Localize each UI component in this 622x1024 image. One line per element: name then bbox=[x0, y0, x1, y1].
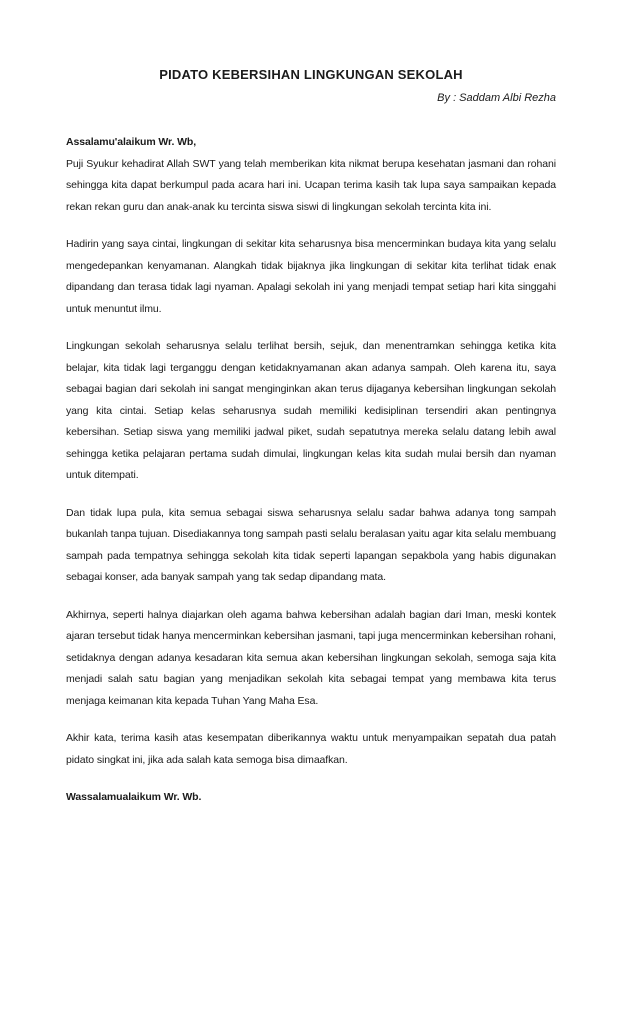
document-body bbox=[66, 132, 556, 809]
document-title: PIDATO KEBERSIHAN LINGKUNGAN SEKOLAH bbox=[159, 67, 463, 82]
opening-salutation: Assalamu'alaikum Wr. Wb, bbox=[66, 136, 197, 148]
closing-salutation: Wassalamualaikum Wr. Wb. bbox=[66, 791, 202, 803]
paragraph-4: Dan tidak lupa pula, kita semua sebagai siswa seharusnya selalu sadar bahwa adanya tong sampah bukanlah tanpa tujuan. Disediakannya tong sampah pasti selalu beralasan yaitu agar kita selalu membuang sampah pada tempatnya sehingga sekolah kita tidak seperti lapangan sepakbola yang habis digunakan sebagai konser, ada banyak sampah yang tak sedap dipandang mata. bbox=[66, 506, 556, 583]
paragraph-6: Akhir kata, terima kasih atas kesempatan diberikannya waktu untuk menyampaikan sepatah dua patah pidato singkat ini, jika ada salah kata semoga bisa dimaafkan. bbox=[66, 732, 556, 766]
paragraph-3: Lingkungan sekolah seharusnya selalu terlihat bersih, sejuk, dan menentramkan sehingga ketika kita belajar, kita tidak lagi terganggu dengan ketidaknyamanan akan adanya sampah. Oleh karena itu, saya sebagai bagian dari sekolah ini sangat menginginkan akan terus dijaganya kebersihan lingkungan sekolah yang kita cintai. Setiap kelas seharusnya sudah memiliki kedisiplinan tersendiri akan pentingnya kebersihan. Setiap siswa yang memiliki jadwal piket, sudah sepatutnya mereka selalu datang lebih awal sehingga ketika pelajaran pertama sudah dimulai, lingkungan kelas kita sudah mulai bersih dan nyaman untuk ditempati. bbox=[66, 340, 556, 481]
paragraph-1: Puji Syukur kehadirat Allah SWT yang telah memberikan kita nikmat berupa kesehatan jasmani dan rohani sehingga kita dapat berkumpul pada acara hari ini. Ucapan terima kasih tak lupa saya sampaikan kepada rekan rekan guru dan anak-anak ku tercinta siswa siswi di lingkungan sekolah tercinta kita ini. bbox=[66, 157, 556, 213]
paragraph-2: Hadirin yang saya cintai, lingkungan di sekitar kita seharusnya bisa mencerminkan budaya kita yang selalu mengedepankan kenyamanan. Alangkah tidak bijaknya jika lingkungan di sekitar kita terlihat tidak enak dipandang dan terasa tidak lagi nyaman. Apalagi sekolah ini yang menjadi tempat setiap hari kita singgahi untuk menuntut ilmu. bbox=[66, 238, 556, 315]
paragraph-5: Akhirnya, seperti halnya diajarkan oleh agama bahwa kebersihan adalah bagian dari Iman, meski kontek ajaran tersebut tidak hanya mencerminkan kebersihan jasmani, tapi juga mencerminkan kebersihan rohani, setidaknya dengan adanya kesadaran kita semua akan kebersihan lingkungan sekolah, semoga saja kita menjadi salah satu bagian yang menjadikan sekolah kita sebagai tempat yang membawa kita terus menjaga keimanan kita kepada Tuhan Yang Maha Esa. bbox=[66, 608, 556, 707]
byline: By : Saddam Albi Rezha bbox=[437, 92, 556, 104]
